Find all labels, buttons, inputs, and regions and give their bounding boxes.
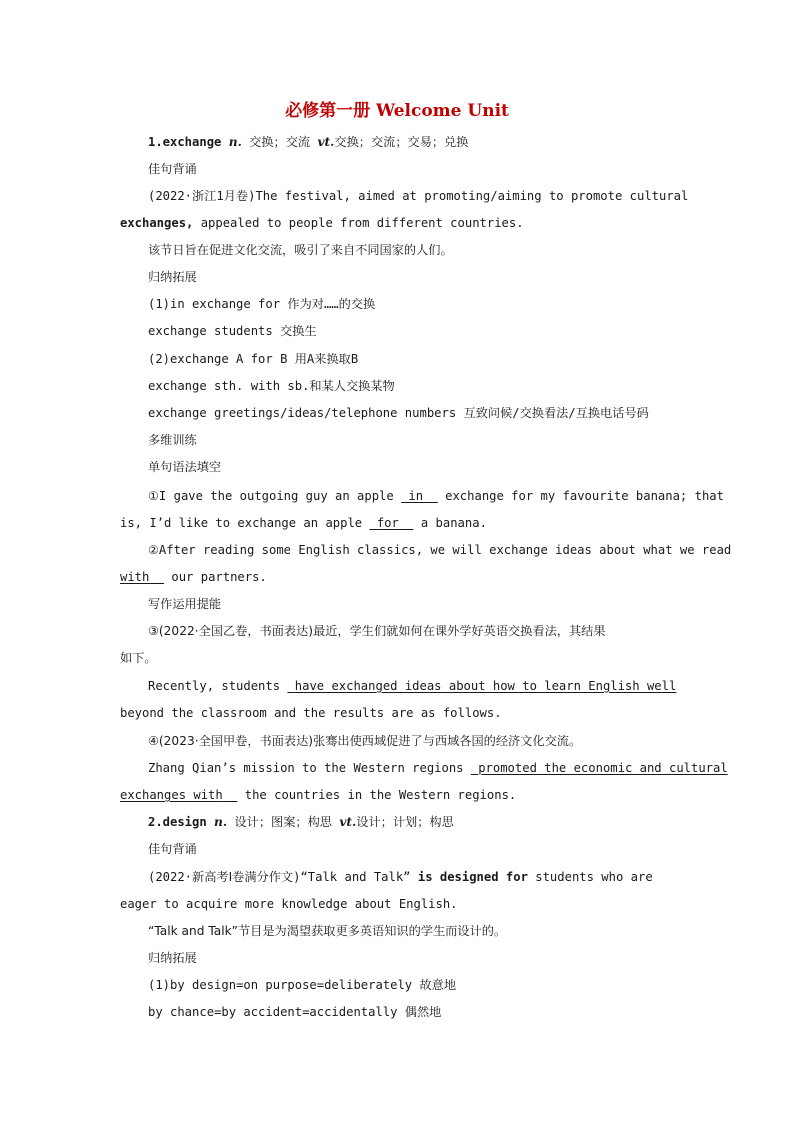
answer-text: for (376, 516, 399, 530)
question-line: 如下。 (120, 651, 157, 665)
question-line (148, 759, 728, 777)
answer-text: in (408, 489, 424, 503)
extension-item: (1)in exchange for 作为对……的交换 (148, 297, 376, 311)
question-line: beyond the classroom and the results are as follows. (120, 706, 502, 720)
question-line (120, 786, 516, 804)
question-line (148, 677, 676, 695)
question-line (120, 568, 267, 586)
sentence-text: students who are (527, 870, 653, 884)
definition: 设计；计划；构思 (356, 815, 454, 829)
extension-item: exchange greetings/ideas/telephone numbers 互致问候/交换看法/互换电话号码 (148, 406, 649, 420)
question-text: our partners. (164, 570, 267, 584)
bold-phrase: is designed for (417, 870, 528, 884)
translation: “Talk and Talk”节目是为渴望获取更多英语知识的学生而设计的。 (148, 924, 507, 938)
extension-item: (2)exchange A for B 用A来换取B (148, 352, 359, 366)
section-heading: 写作运用提能 (148, 597, 222, 611)
section-heading: 佳句背诵 (148, 162, 197, 176)
question-line: ④(2023·全国甲卷，书面表达)张骞出使西域促进了与西域各国的经济文化交流。 (148, 734, 582, 748)
pos-label: n. (214, 815, 228, 829)
extension-item: by chance=by accident=accidentally 偶然地 (148, 1005, 442, 1019)
answer-blank (120, 570, 164, 584)
answer-text: promoted the economic and cultural (478, 761, 728, 775)
example-sentence-line: eager to acquire more knowledge about English. (120, 897, 458, 911)
section-heading: 多维训练 (148, 433, 197, 447)
example-sentence-line: (2022·浙江1月卷)The festival, aimed at promoting/aiming to promote cultural (148, 189, 689, 203)
example-sentence-line (120, 214, 524, 232)
section-heading: 归纳拓展 (148, 951, 197, 965)
example-sentence-line (148, 868, 653, 886)
section-heading: 归纳拓展 (148, 270, 197, 284)
definition: 交换；交流 (249, 135, 311, 149)
section-heading: 佳句背诵 (148, 842, 197, 856)
question-text: ①I gave the outgoing guy an apple (148, 489, 402, 503)
pos-label: n. (228, 135, 242, 149)
question-line (148, 487, 724, 505)
entry-exchange-heading (148, 133, 468, 151)
extension-item: (1)by design=on purpose=deliberately 故意地 (148, 978, 457, 992)
head-word: 2.design (148, 815, 207, 829)
page-title: 必修第一册 Welcome Unit (285, 101, 509, 121)
answer-text: have exchanged ideas about how to learn English well (294, 679, 677, 693)
question-line (120, 514, 487, 532)
question-text: a banana. (413, 516, 487, 530)
translation: 该节日旨在促进文化交流，吸引了来自不同国家的人们。 (148, 243, 453, 257)
answer-blank (369, 516, 413, 530)
answer-text: with (120, 570, 150, 584)
answer-blank (471, 761, 728, 775)
question-text: Zhang Qian’s mission to the Western regions (148, 761, 471, 775)
answer-blank (287, 679, 676, 693)
question-text: the countries in the Western regions. (237, 788, 517, 802)
extension-item: exchange sth. with sb.和某人交换某物 (148, 379, 395, 393)
pos-label: vt. (317, 135, 335, 149)
question-line: ②After reading some English classics, we will exchange ideas about what we read (148, 543, 732, 557)
head-word: 1.exchange (148, 135, 222, 149)
sentence-text: appealed to people from different countries. (193, 216, 524, 230)
question-text: exchange for my favourite banana; that (437, 489, 724, 503)
extension-item: exchange students 交换生 (148, 324, 317, 338)
bold-phrase: exchanges, (120, 216, 194, 230)
definition: 设计；图案；构思 (234, 815, 332, 829)
pos-label: vt. (339, 815, 357, 829)
answer-blank (120, 788, 237, 802)
section-heading: 单句语法填空 (148, 460, 222, 474)
answer-blank (401, 489, 438, 503)
answer-text: exchanges with (120, 788, 223, 802)
question-text: is, I’d like to exchange an apple (120, 516, 370, 530)
question-line: ③(2022·全国乙卷，书面表达)最近，学生们就如何在课外学好英语交换看法，其结果 (148, 624, 606, 638)
sentence-text: (2022·新高考Ⅰ卷满分作文)“Talk and Talk” (148, 870, 418, 884)
definition: 交换；交流；交易；兑换 (334, 135, 469, 149)
entry-design-heading (148, 813, 454, 831)
question-text: Recently, students (148, 679, 288, 693)
